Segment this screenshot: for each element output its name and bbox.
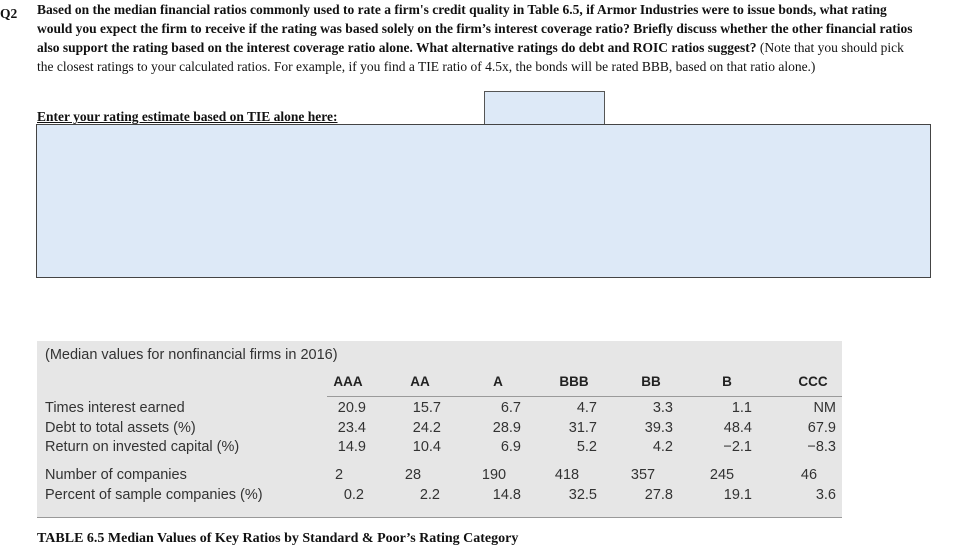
ratios-table [37, 341, 842, 518]
table-cell: 67.9 [807, 420, 836, 436]
table-cell: NM [813, 400, 836, 416]
column-header: BBB [559, 374, 589, 389]
table-cell: 23.4 [337, 420, 366, 436]
table-cell: 20.9 [337, 400, 366, 416]
table-cell: 14.8 [492, 487, 521, 503]
column-header: A [493, 374, 503, 389]
row-label: Return on invested capital (%) [45, 439, 240, 455]
table-title: TABLE 6.5 Median Values of Key Ratios by Standard & Poor’s Rating Category [37, 531, 519, 546]
table-cell: 0.2 [343, 487, 364, 503]
column-header: B [722, 374, 732, 389]
table-cell: 39.3 [644, 420, 673, 436]
table-cell: 10.4 [412, 439, 441, 455]
column-header: AA [410, 374, 430, 389]
table-cell: 28 [404, 467, 422, 483]
table-cell: 245 [709, 467, 735, 483]
table-cell: 3.6 [815, 487, 836, 503]
row-label: Times interest earned [45, 400, 185, 416]
question-note-text: (Note that you should pick the closest ratings to your calculated ratios. For example, if you find a TIE ratio of 4.5x, the bonds will be rated BBB, based on that ratio alone.) [37, 40, 904, 74]
table-cell: 5.2 [576, 439, 597, 455]
table-cell: 357 [630, 467, 656, 483]
table-cell: −2.1 [723, 439, 752, 455]
table-caption-note: (Median values for nonfinancial firms in 2016) [45, 347, 338, 363]
table-cell: 48.4 [723, 420, 752, 436]
table-cell: 46 [800, 467, 818, 483]
column-header: BB [641, 374, 661, 389]
row-label: Debt to total assets (%) [45, 420, 196, 436]
table-cell: 15.7 [412, 400, 441, 416]
table-cell: 418 [554, 467, 580, 483]
table-cell: 2.2 [419, 487, 440, 503]
row-label: Percent of sample companies (%) [45, 487, 263, 503]
table-cell: 6.9 [500, 439, 521, 455]
column-header: AAA [333, 374, 363, 389]
table-cell: 31.7 [568, 420, 597, 436]
table-cell: 2 [334, 467, 344, 483]
table-cell: −8.3 [807, 439, 836, 455]
question-text [37, 0, 922, 76]
table-cell: 19.1 [723, 487, 752, 503]
discussion-answer-field[interactable] [36, 124, 931, 278]
table-cell: 4.2 [652, 439, 673, 455]
table-cell: 6.7 [500, 400, 521, 416]
table-cell: 3.3 [652, 400, 673, 416]
table-cell: 28.9 [492, 420, 521, 436]
table-cell: 4.7 [576, 400, 597, 416]
question-number: Q2 [0, 6, 18, 21]
rating-estimate-input[interactable] [484, 91, 605, 124]
row-label: Number of companies [45, 467, 187, 483]
table-cell: 1.1 [731, 400, 752, 416]
header-divider [327, 396, 842, 397]
rating-prompt-label: Enter your rating estimate based on TIE alone here: [37, 109, 338, 124]
question-bold-text: Based on the median financial ratios commonly used to rate a firm's credit quality in Table 6.5, if Armor Industries were to issue bonds, what rating would you expect the firm to receive if the rating was based solely on the firm’s interest coverage ratio? Briefly discuss whether the other financial ratios also support the rating based on the interest coverage ratio alone. What alternative ratings do debt and ROIC ratios suggest? [37, 2, 913, 55]
table-cell: 24.2 [412, 420, 441, 436]
table-cell: 14.9 [337, 439, 366, 455]
table-cell: 32.5 [568, 487, 597, 503]
table-cell: 190 [481, 467, 507, 483]
column-header: CCC [798, 374, 828, 389]
table-cell: 27.8 [644, 487, 673, 503]
